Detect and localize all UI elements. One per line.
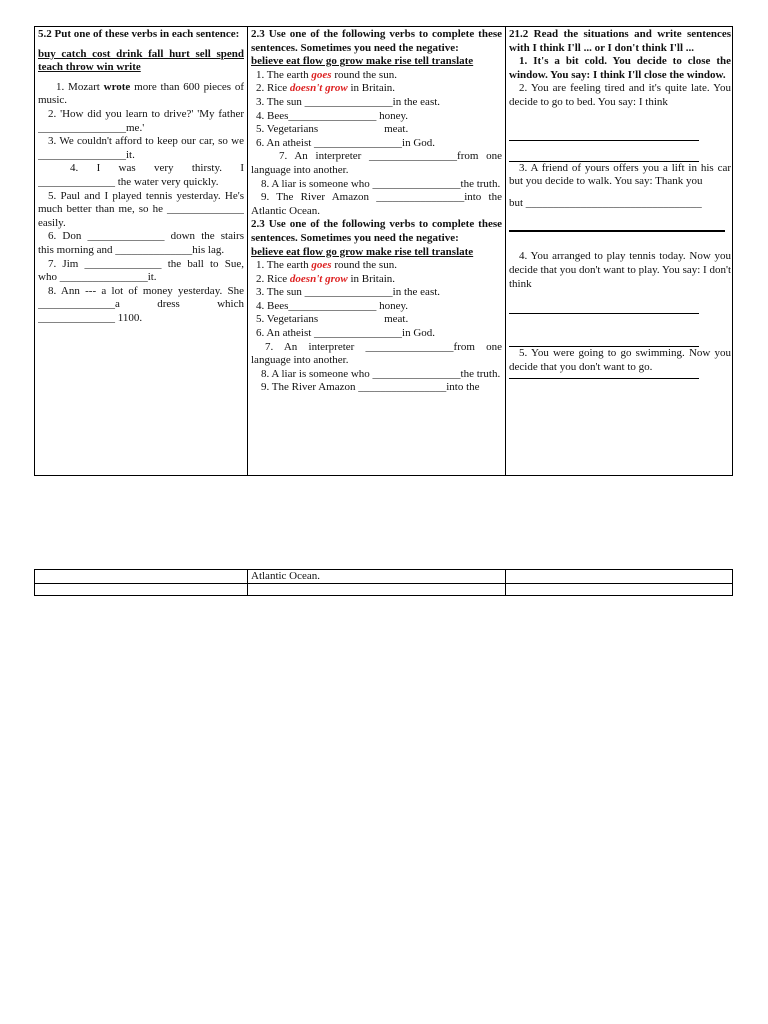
column-divider xyxy=(247,27,248,475)
sentence-item: 9. The River Amazon ________________into the xyxy=(261,381,480,394)
row-divider xyxy=(35,583,732,584)
sentence-item: 5. You were going to go swimming. Now you decide that you don't want to go. xyxy=(509,347,731,373)
sentence-item: 2. 'How did you learn to drive?' 'My father ________________me.' xyxy=(38,107,244,134)
sentence-item: 2. You are feeling tired and it's quite late. You decide to go to bed. You say: I think xyxy=(509,82,731,108)
verb-list: believe eat flow go grow make rise tell translate xyxy=(251,55,474,68)
sentence-item: 1. Mozart wrote more than 600 pieces of music. xyxy=(38,80,244,107)
sentence-item: 6. An atheist ________________in God. xyxy=(256,136,436,149)
overflow-table xyxy=(34,569,733,596)
sentence-item: 8. A liar is someone who ________________the truth. xyxy=(261,367,501,380)
exercise-table xyxy=(34,26,733,476)
answer-line[interactable] xyxy=(509,334,699,347)
verb-list: believe eat flow go grow make rise tell translate xyxy=(251,245,474,258)
sentence-item: 3. A friend of yours offers you a lift in his car but you decide to walk. You say: Thank you xyxy=(509,161,731,188)
sentence-item: 4. I was very thirsty. I ______________ the water very quickly. xyxy=(38,162,244,188)
sentence-item: 4. You arranged to play tennis today. Now you decide that you don't want to play. You say: I don't think xyxy=(509,250,731,290)
sentence-item: 2. Rice doesn't grow in Britain. xyxy=(256,272,396,285)
answer-line[interactable] xyxy=(509,216,725,232)
exercise-2-3 xyxy=(251,27,502,475)
sentence-item: 3. The sun ________________in the east. xyxy=(256,286,441,299)
sentence-item: 4. Bees________________ honey. xyxy=(256,299,409,312)
sentence-item: 8. A liar is someone who ________________the truth. xyxy=(261,177,501,190)
answer-line[interactable] xyxy=(509,128,699,141)
sentence-item: 6. An atheist ________________in God. xyxy=(256,327,436,340)
sentence-item: 8. Ann --- a lot of money yesterday. She ______________a dress which ______________ 1100. xyxy=(38,284,244,324)
sentence-item: 5. Vegetarians meat. xyxy=(256,123,409,136)
sentence-item: 4. Bees________________ honey. xyxy=(256,109,409,122)
sentence-item: 2. Rice doesn't grow in Britain. xyxy=(256,82,396,95)
exercise-21-2 xyxy=(509,27,731,475)
sentence-item: 9. The River Amazon ________________into the Atlantic Ocean. xyxy=(251,191,502,217)
column-divider xyxy=(505,27,506,475)
answer-line[interactable] xyxy=(509,374,699,379)
exercise-heading: 2.3 Use one of the following verbs to complete these sentences. Sometimes you need the negative: xyxy=(251,28,502,54)
sentence-item: 3. We couldn't afford to keep our car, so we ________________it. xyxy=(38,135,244,161)
sentence-item: 1. The earth goes round the sun. xyxy=(256,259,397,272)
exercise-5-2 xyxy=(38,27,244,475)
answer-line[interactable] xyxy=(509,149,699,162)
sentence-item: 7. Jim ______________ the ball to Sue, who ________________it. xyxy=(38,257,244,284)
exercise-heading: 5.2 Put one of these verbs in each sentence: xyxy=(38,28,240,40)
exercise-heading: 2.3 Use one of the following verbs to complete these sentences. Sometimes you need the negative: xyxy=(251,218,502,244)
sentence-item: 6. Don ______________ down the stairs this morning and ______________his lag. xyxy=(38,230,244,256)
sentence-item: 1. The earth goes round the sun. xyxy=(256,68,397,81)
sentence-item: 3. The sun ________________in the east. xyxy=(256,95,441,108)
sentence-item: 5. Paul and I played tennis yesterday. He's much better than me, so he ______________ easily. xyxy=(38,189,244,229)
sentence-item: 7. An interpreter ________________from one language into another. xyxy=(251,150,502,176)
sentence-item: 5. Vegetarians meat. xyxy=(256,313,409,326)
answer-line[interactable] xyxy=(509,301,699,314)
sentence-item: 1. It's a bit cold. You decide to close the window. You say: I think I'll close the window. xyxy=(509,55,731,81)
exercise-heading: 21.2 Read the situations and write sentences with I think I'll ... or I don't think I'll ... xyxy=(509,28,731,54)
sentence-item: 7. An interpreter ________________from one language into another. xyxy=(251,340,502,367)
verb-list: buy catch cost drink fall hurt sell spend teach throw win write xyxy=(38,47,244,74)
answer-prompt: but ________________________________ xyxy=(509,196,702,209)
overflow-text: Atlantic Ocean. xyxy=(251,570,321,582)
